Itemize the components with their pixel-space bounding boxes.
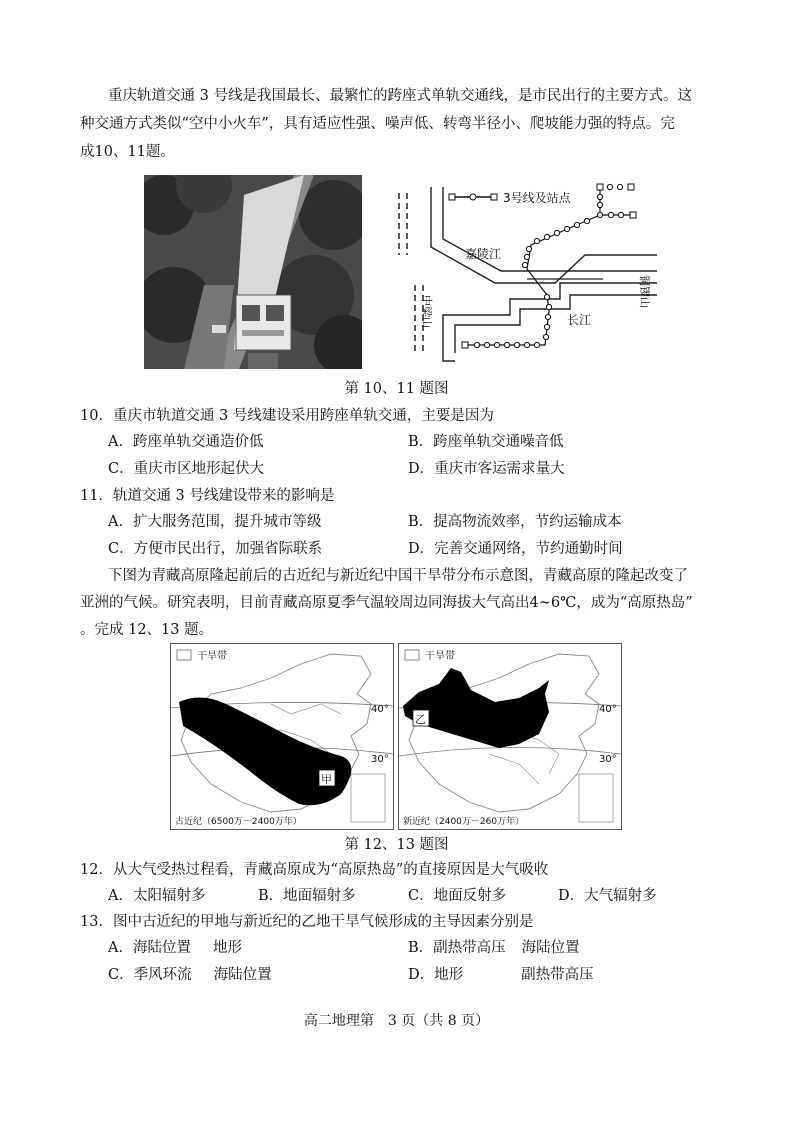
neogene-period-label: 新近纪（2400万－260万年） <box>403 817 525 827</box>
intro2-line2: 亚洲的气候。研究表明，目前青藏高原夏季气温较周边同海拔大气高出4~6℃，成为“高原热岛” <box>80 595 693 611</box>
road-label-right: 铜锣山 <box>638 275 651 308</box>
neogene-lat-30: 30° <box>599 754 617 765</box>
q13-option-c-first: C．季风环流 <box>108 967 192 983</box>
river-label-yangtze: 长江 <box>567 313 592 327</box>
legend-station-icon <box>449 194 497 200</box>
figure-caption-10-11: 第 10、11 题图 <box>344 381 449 397</box>
figure-caption-12-13: 第 12、13 题图 <box>344 837 449 853</box>
intro2-line3: 。完成 12、13 题。 <box>80 622 214 638</box>
marker-jia: 甲 <box>321 773 332 786</box>
q13-option-b-first: B．副热带高压 <box>408 940 506 956</box>
paleogene-period-label: 古近纪（6500万－2400万年） <box>175 817 302 827</box>
q13-option-d[interactable] <box>408 963 594 984</box>
neogene-legend: 干旱带 <box>425 651 455 662</box>
q12-option-c[interactable]: C．地面反射多 <box>408 888 507 904</box>
legend-label: 3号线及站点 <box>503 191 571 205</box>
paleogene-map <box>170 643 394 830</box>
q13-option-d-second: 副热带高压 <box>521 967 594 983</box>
q10-option-a[interactable]: A．跨座单轨交通造价低 <box>108 434 264 450</box>
river-label-jialing: 嘉陵江 <box>465 247 502 261</box>
q10-stem: 10．重庆市轨道交通 3 号线建设采用跨座单轨交通，主要是因为 <box>80 408 494 424</box>
q13-option-c-second: 海陆位置 <box>213 967 272 983</box>
q13-stem: 13．图中古近纪的甲地与新近纪的乙地干旱气候形成的主导因素分别是 <box>80 914 534 930</box>
intro2-line1: 下图为青藏高原隆起前后的古近纪与新近纪中国干旱带分布示意图，青藏高原的隆起改变了 <box>108 568 688 584</box>
neogene-map-graphic <box>399 644 621 829</box>
q10-option-c[interactable]: C．重庆市区地形起伏大 <box>108 461 265 477</box>
road-label-left: 中梁山 <box>420 295 433 328</box>
q10-option-d[interactable]: D．重庆市客运需求量大 <box>408 461 565 477</box>
line3-map-graphic <box>395 175 657 369</box>
q13-option-a-second: 地形 <box>212 940 242 956</box>
q13-option-c[interactable] <box>108 963 272 984</box>
q12-option-b[interactable]: B．地面辐射多 <box>258 888 356 904</box>
q12-option-d[interactable]: D．大气辐射多 <box>558 888 657 904</box>
q13-option-a-first: A．海陆位置 <box>108 940 191 956</box>
paleogene-lat-30: 30° <box>371 754 389 765</box>
intro1-line1: 重庆轨道交通 3 号线是我国最长、最繁忙的跨座式单轨交通线，是市民出行的主要方式。这 <box>108 88 692 104</box>
q13-option-b-second: 海陆位置 <box>521 940 580 956</box>
neogene-map <box>398 643 622 830</box>
intro1-line3: 成10、11题。 <box>80 144 175 160</box>
q11-option-b[interactable]: B．提高物流效率，节约运输成本 <box>408 514 622 530</box>
q12-stem: 12．从大气受热过程看，青藏高原成为“高原热岛”的直接原因是大气吸收 <box>80 862 549 878</box>
intro1-line2: 种交通方式类似“空中小火车”，具有适应性强、噪声低、转弯半径小、爬坡能力强的特点。完 <box>80 116 675 132</box>
q11-option-c[interactable]: C．方便市民出行，加强省际联系 <box>108 541 323 557</box>
neogene-lat-40: 40° <box>599 704 617 715</box>
marker-yi: 乙 <box>415 713 426 726</box>
paleogene-legend: 干旱带 <box>197 651 227 662</box>
q13-option-b[interactable] <box>408 936 580 957</box>
q10-option-b[interactable]: B．跨座单轨交通噪音低 <box>408 434 564 450</box>
q11-stem: 11．轨道交通 3 号线建设带来的影响是 <box>80 488 335 504</box>
q11-option-a[interactable]: A．扩大服务范围，提升城市等级 <box>108 514 322 530</box>
paleogene-lat-40: 40° <box>371 704 389 715</box>
page-footer: 高二地理第 3 页（共 8 页） <box>303 1013 490 1029</box>
q13-option-a[interactable] <box>108 936 242 957</box>
line3-map <box>395 175 657 369</box>
q12-option-a[interactable]: A．太阳辐射多 <box>108 888 206 904</box>
paleogene-map-graphic <box>171 644 393 829</box>
monorail-photo-graphic <box>144 175 362 369</box>
monorail-photo <box>144 175 362 369</box>
q13-option-d-first: D．地形 <box>408 967 464 983</box>
q11-option-d[interactable]: D．完善交通网络，节约通勤时间 <box>408 541 623 557</box>
